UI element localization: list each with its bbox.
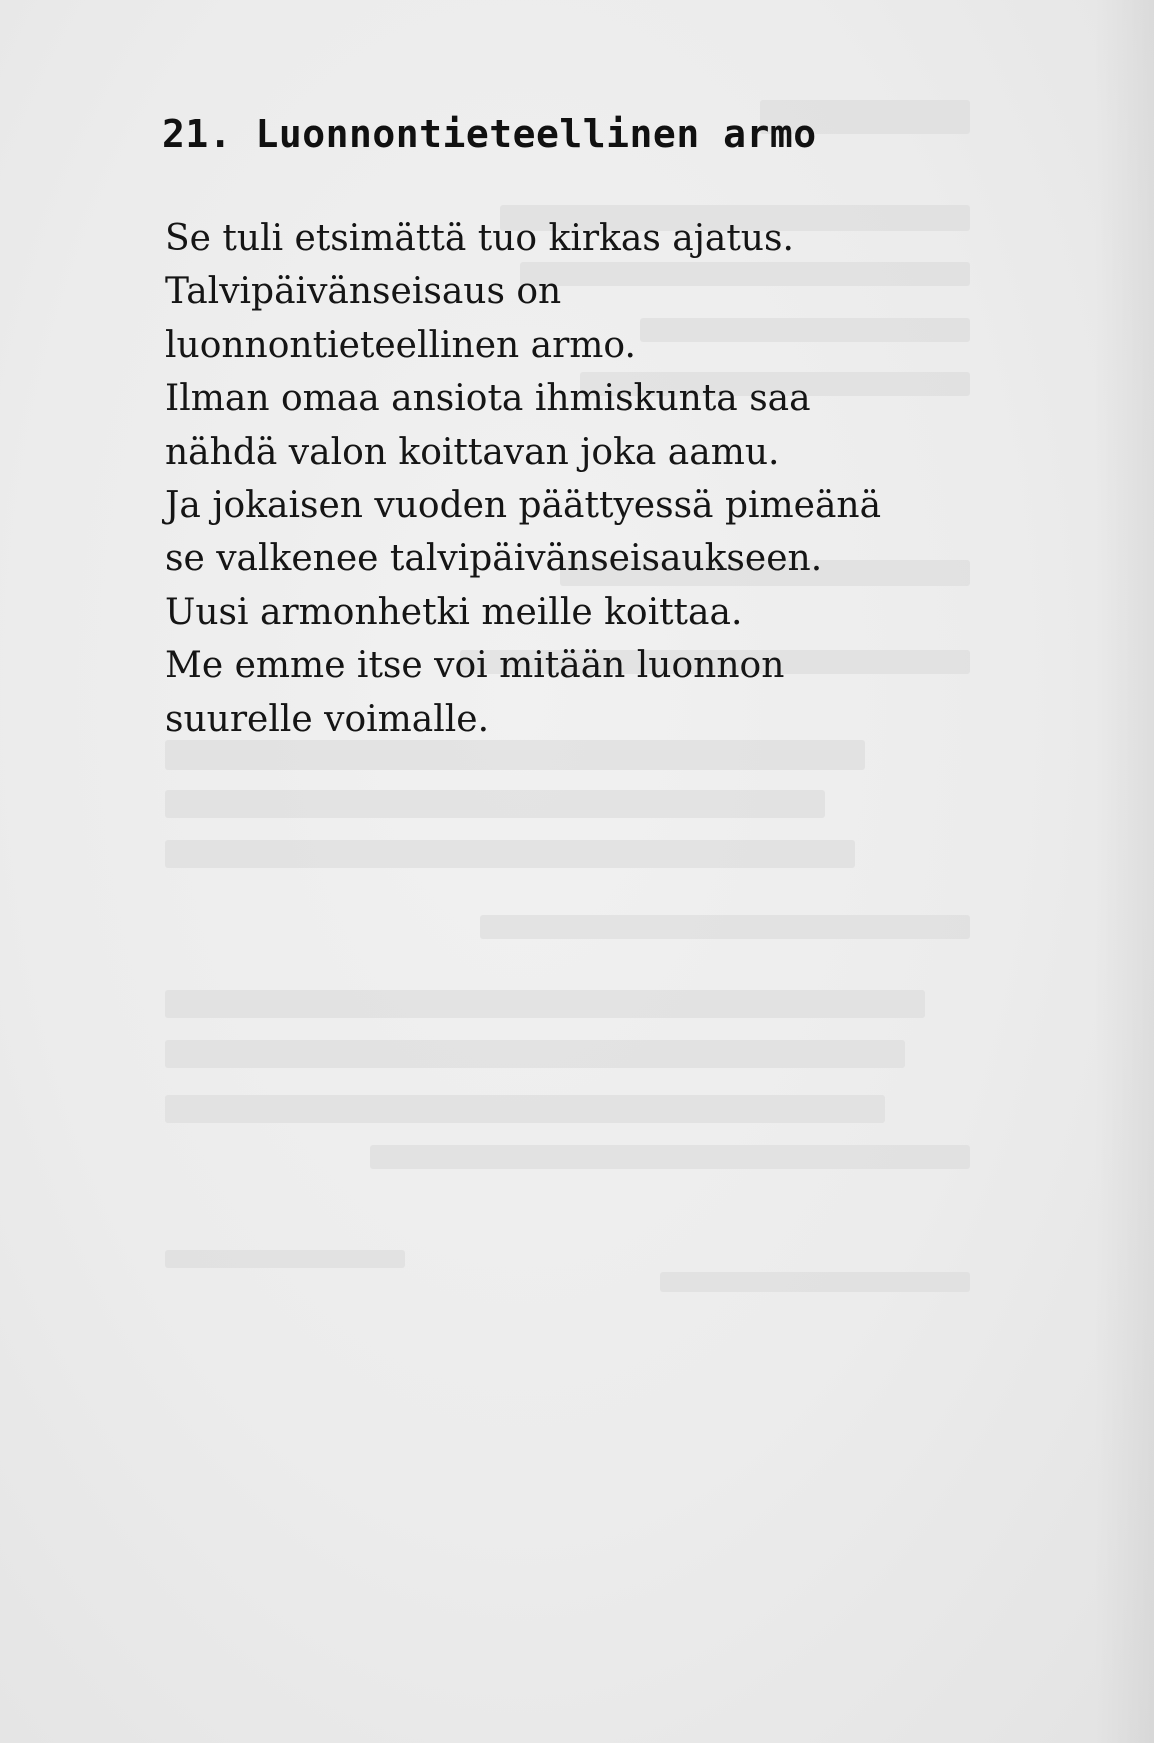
poem-line: Se tuli etsimättä tuo kirkas ajatus. [165, 218, 794, 259]
poem-line: Me emme itse voi mitään luonnon [165, 645, 785, 687]
bleed-through-mark [370, 1145, 970, 1169]
bleed-through-mark [480, 915, 970, 939]
bleed-through-mark [165, 790, 825, 818]
poem-line: Uusi armonhetki meille koittaa. [165, 591, 743, 633]
poem-line: Ilman omaa ansiota ihmiskunta saa [165, 378, 811, 420]
poem-line: nähdä valon koittavan joka aamu. [165, 431, 780, 473]
poem-line: se valkenee talvipäivänseisaukseen. [165, 538, 823, 580]
poem-body [165, 212, 881, 746]
bleed-through-mark [660, 1272, 970, 1292]
poem-title: 21. Luonnontieteellinen armo [162, 112, 817, 156]
poem-line: suurelle voimalle. [165, 698, 490, 740]
bleed-through-mark [165, 1095, 885, 1123]
poem-line: Ja jokaisen vuoden päättyessä pimeänä [165, 485, 882, 527]
poem-line: luonnontieteellinen armo. [165, 324, 636, 366]
page-edge-shadow [1094, 0, 1154, 1743]
poem-line: Talvipäivänseisaus on [165, 271, 562, 313]
bleed-through-mark [165, 1040, 905, 1068]
bleed-through-mark [165, 1250, 405, 1268]
bleed-through-mark [165, 840, 855, 868]
bleed-through-mark [165, 990, 925, 1018]
